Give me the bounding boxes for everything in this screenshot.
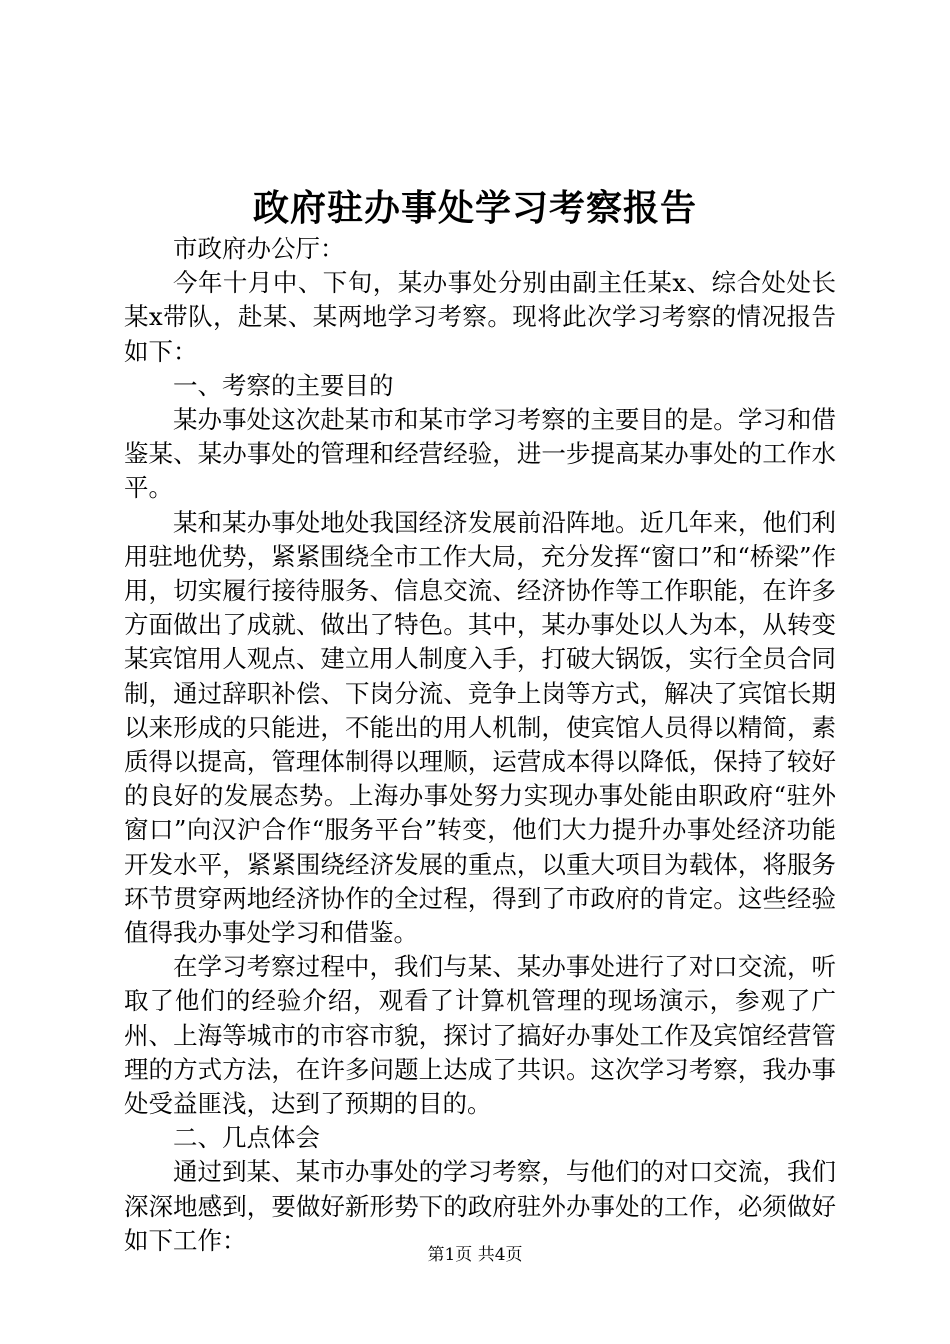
paragraph-intro: 今年十月中、下旬，某办事处分别由副主任某x、综合处处长某x带队，赴某、某两地学习考察。现将此次学习考察的情况报告如下： xyxy=(124,268,836,366)
document-body xyxy=(124,232,836,1258)
paragraph-experience: 某和某办事处地处我国经济发展前沿阵地。近几年来，他们利用驻地优势，紧紧围绕全市工作大局，充分发挥“窗口”和“桥梁”作用，切实履行接待服务、信息交流、经济协作等工作职能，在许多方面做出了成就、做出了特色。其中，某办事处以人为本，从转变某宾馆用人观点、建立用人制度入手，打破大锅饭，实行全员合同制，通过辞职补偿、下岗分流、竞争上岗等方式，解决了宾馆长期以来形成的只能进，不能出的用人机制，使宾馆人员得以精简，素质得以提高，管理体制得以理顺，运营成本得以降低，保持了较好的良好的发展态势。上海办事处努力实现办事处能由职政府“驻外窗口”向汉沪合作“服务平台”转变，他们大力提升办事处经济功能开发水平，紧紧围绕经济发展的重点，以重大项目为载体，将服务环节贯穿两地经济协作的全过程，得到了市政府的肯定。这些经验值得我办事处学习和借鉴。 xyxy=(124,507,836,948)
section-heading-insights: 二、几点体会 xyxy=(173,1123,320,1153)
section-heading-purpose: 一、考察的主要目的 xyxy=(173,370,394,400)
page-footer: 第1页 共4页 xyxy=(427,1245,523,1265)
paragraph-process: 在学习考察过程中，我们与某、某办事处进行了对口交流，听取了他们的经验介绍，观看了计算机管理的现场演示，参观了广州、上海等城市的市容市貌，探讨了搞好办事处工作及宾馆经营管理的方式方法，在许多问题上达成了共识。这次学习考察，我办事处受益匪浅，达到了预期的目的。 xyxy=(124,952,836,1119)
document-title: 政府驻办事处学习考察报告 xyxy=(252,187,697,229)
salutation: 市政府办公厅： xyxy=(173,234,345,263)
paragraph-insights: 通过到某、某市办事处的学习考察，与他们的对口交流，我们深深地感到，要做好新形势下的政府驻外办事处的工作，必须做好如下工作： xyxy=(124,1157,836,1255)
paragraph-purpose: 某办事处这次赴某市和某市学习考察的主要目的是。学习和借鉴某、某办事处的管理和经营经验，进一步提高某办事处的工作水平。 xyxy=(124,405,836,503)
